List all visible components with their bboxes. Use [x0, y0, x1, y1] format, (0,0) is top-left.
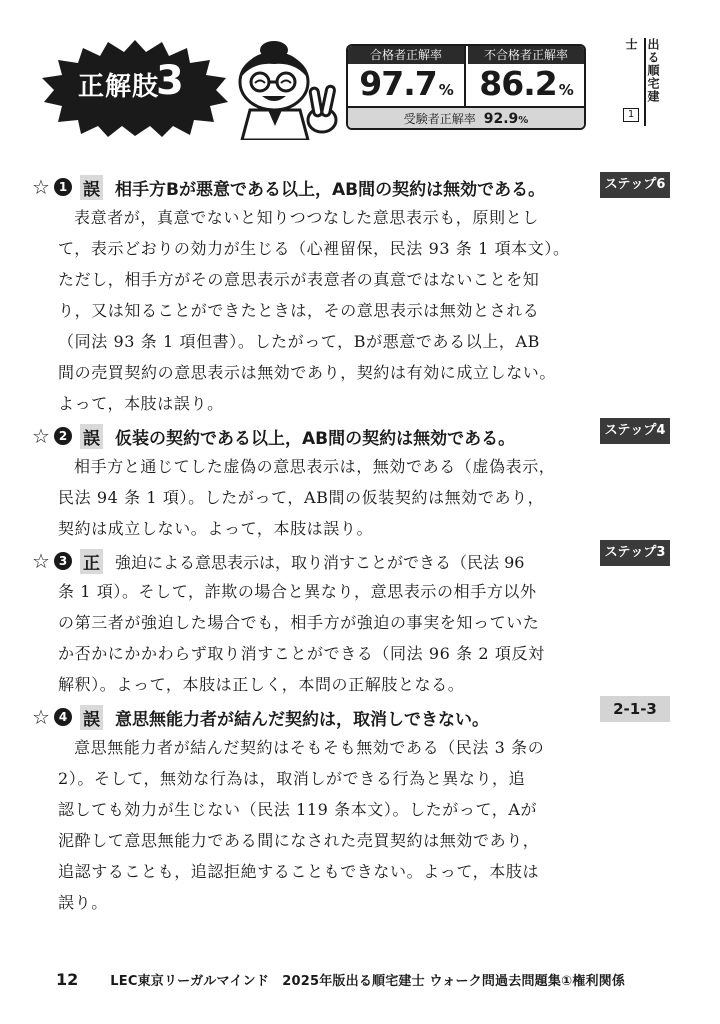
explanation-line: （同法 93 条 1 項但書）。したがって，Bが悪意である以上，AB — [58, 332, 541, 351]
star-checkbox-icon[interactable]: ☆ — [32, 549, 50, 573]
passer-percent-sign: % — [438, 81, 453, 99]
examinee-percent-sign: % — [518, 115, 529, 126]
star-checkbox-icon[interactable]: ☆ — [32, 424, 50, 448]
explanation-line: 泥酔して意思無能力である間になされた売買契約は無効であり， — [58, 831, 540, 850]
explanation-line: 解釈）。よって，本肢は正しく，本問の正解肢となる。 — [58, 675, 465, 694]
verdict-label: 誤 — [80, 705, 103, 730]
choice-number-badge: 2 — [54, 427, 72, 445]
verdict-label: 誤 — [80, 424, 103, 449]
footer-publication: LEC東京リーガルマインド 2025年版出る順宅建士 ウォーク問過去問題集①権利関係 — [110, 974, 626, 989]
star-checkbox-icon[interactable]: ☆ — [32, 705, 50, 729]
choice-item-1 — [32, 172, 592, 419]
verdict-label: 誤 — [80, 175, 103, 200]
explanation-text — [32, 576, 592, 700]
choice-item-3 — [32, 546, 592, 700]
explanation-line: 間の売買契約の意思表示は無効であり，契約は有効に成立しない。 — [58, 363, 557, 382]
nonpasser-value: 86.2 — [479, 64, 557, 103]
explanation-line: か否かにかかわらず取り消すことができる（同法 96 条 2 項反対 — [58, 644, 545, 663]
choice-statement: 仮装の契約である以上，AB間の契約は無効である。 — [115, 428, 516, 449]
page-footer — [56, 970, 625, 989]
explanation-line: り，又は知ることができたときは，その意思表示は無効とされる — [58, 301, 540, 320]
step-reference-tag[interactable]: ステップ3 — [600, 540, 670, 566]
accuracy-stats-box — [346, 44, 586, 130]
step-reference-tag[interactable]: ステップ6 — [600, 172, 670, 198]
answer-label: 正解肢 — [78, 72, 160, 102]
choice-statement: 意思無能力者が結んだ契約は，取消しできない。 — [115, 709, 489, 730]
choice-number-badge: 3 — [54, 552, 72, 570]
explanation-line: 民法 94 条 1 項）。したがって，AB間の仮装契約は無効であり， — [58, 488, 545, 507]
explanation-line: 表意者が，真意でないと知りつつなした意思表示も，原則とし — [74, 208, 539, 227]
examinee-label: 受験者正解率 — [403, 112, 476, 126]
explanation-line: 認しても効力が生じない（民法 119 条本文）。したがって，Aが — [58, 800, 538, 819]
passer-stat — [348, 46, 466, 106]
explanation-line: 契約は成立しない。よって，本肢は誤り。 — [58, 519, 374, 538]
page-number: 12 — [56, 970, 79, 989]
nonpasser-label: 不合格者正解率 — [468, 46, 584, 64]
nonpasser-stat — [468, 46, 584, 106]
choice-item-4 — [32, 702, 592, 918]
explanation-line: 意思無能力者が結んだ契約はそもそも無効である（民法 3 条の — [74, 738, 545, 757]
answer-explanations — [32, 172, 592, 920]
explanation-text — [32, 451, 592, 544]
section-reference-tag[interactable]: 2-1-3 — [600, 696, 670, 722]
choice-statement: 相手方Bが悪意である以上，AB間の契約は無効である。 — [115, 179, 546, 200]
side-tab-title: 出る順宅建士 — [624, 38, 660, 103]
step-reference-tag[interactable]: ステップ4 — [600, 418, 670, 444]
explanation-line: よって，本肢は誤り。 — [58, 394, 224, 413]
answer-number: 3 — [156, 58, 184, 104]
explanation-text — [32, 732, 592, 918]
explanation-line: 追認することも，追認拒絶することもできない。よって，本肢は — [58, 862, 540, 881]
choice-number-badge: 1 — [54, 178, 72, 196]
explanation-line: 2）。そして，無効な行為は，取消しができる行為と異なり，追 — [58, 769, 526, 788]
explanation-line: 相手方と通じてした虚偽の意思表示は，無効である（虚偽表示， — [74, 457, 556, 476]
examinee-value: 92.9 — [483, 111, 519, 127]
choice-statement: 強迫による意思表示は，取り消すことができる（民法 96 — [115, 552, 525, 572]
passer-value: 97.7 — [359, 64, 437, 103]
explanation-line: の第三者が強迫した場合でも，相手方が強迫の事実を知っていた — [58, 613, 540, 632]
side-index-tab — [620, 38, 660, 126]
explanation-line: ただし，相手方がその意思表示が表意者の真意ではないことを知 — [58, 270, 540, 289]
explanation-line: 誤り。 — [58, 893, 108, 912]
examinee-stat — [348, 106, 584, 130]
choice-number-badge: 4 — [54, 708, 72, 726]
mascot-illustration — [228, 40, 348, 140]
passer-label: 合格者正解率 — [348, 46, 464, 64]
side-tab-volume: 1 — [623, 108, 639, 122]
explanation-text — [32, 202, 592, 419]
explanation-line: 条 1 項）。そして，詐欺の場合と異なり，意思表示の相手方以外 — [58, 582, 537, 601]
nonpasser-percent-sign: % — [558, 81, 573, 99]
star-checkbox-icon[interactable]: ☆ — [32, 175, 50, 199]
verdict-label: 正 — [80, 549, 103, 574]
explanation-line: て，表示どおりの効力が生じる（心裡留保，民法 93 条 1 項本文）。 — [58, 239, 570, 258]
choice-item-2 — [32, 421, 592, 544]
